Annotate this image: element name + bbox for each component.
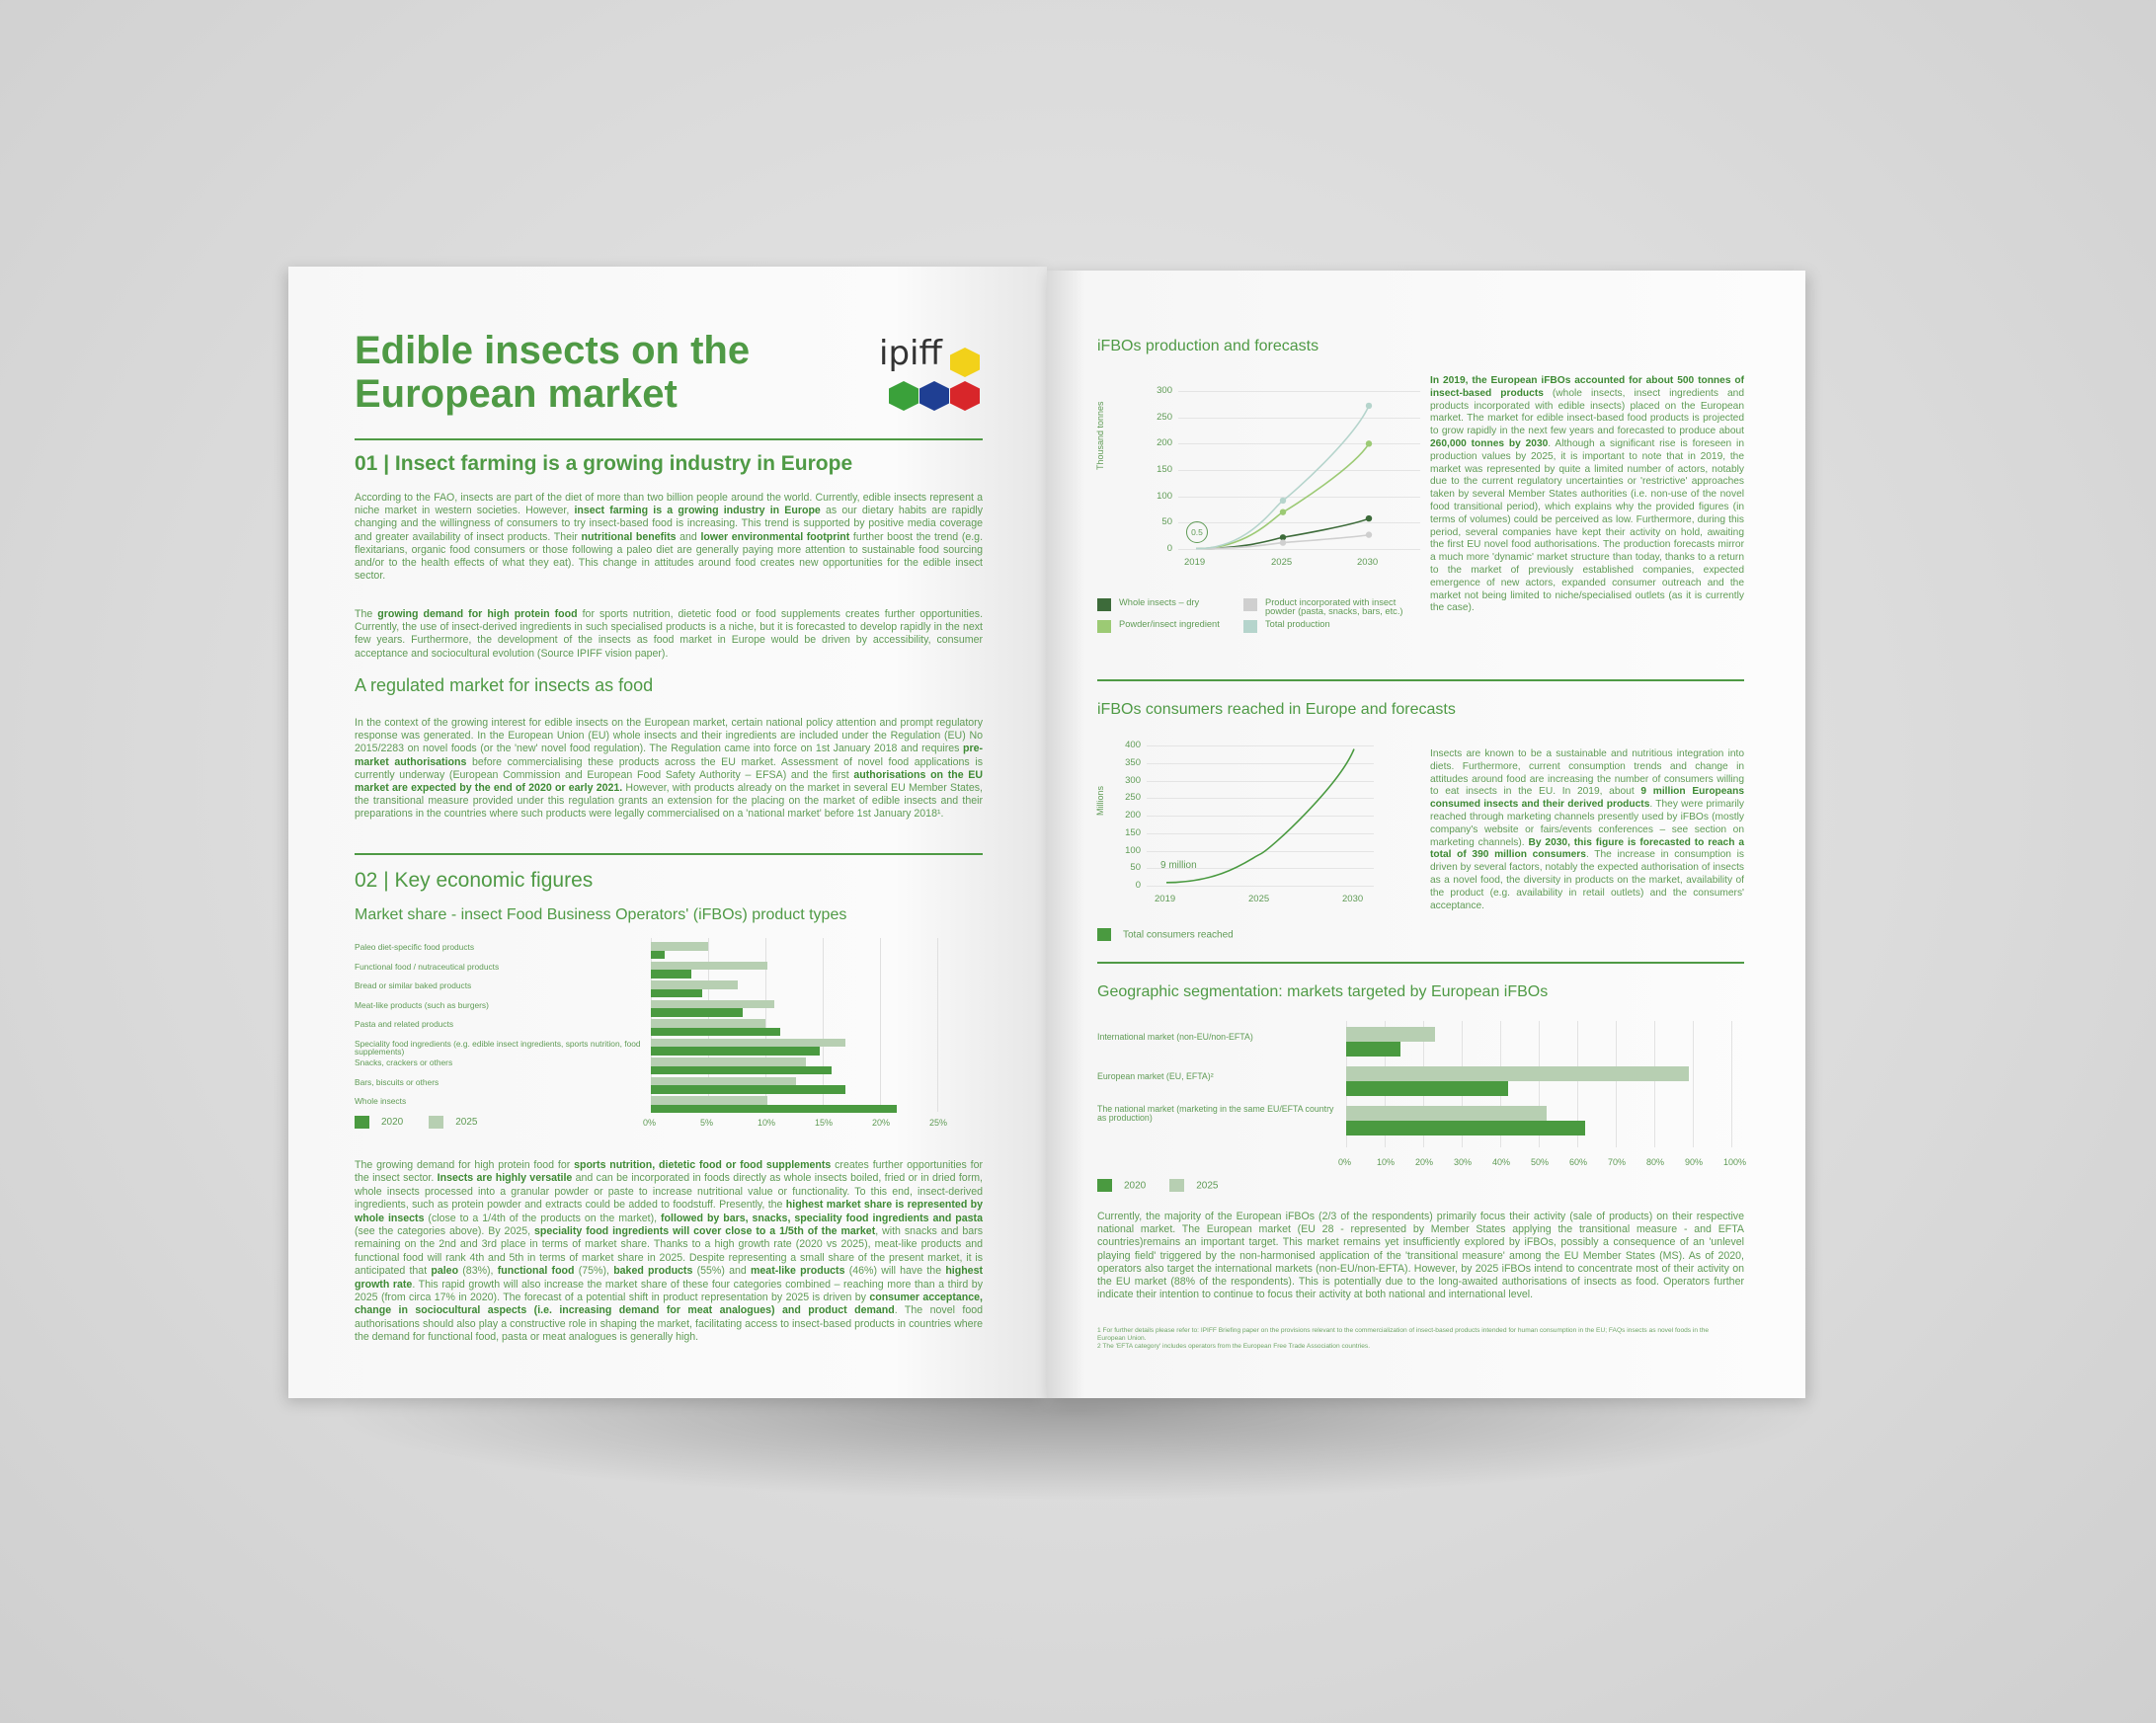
text-run: (55%) and xyxy=(692,1265,751,1278)
series-point xyxy=(1280,509,1286,514)
legend-label: 2025 xyxy=(455,1117,478,1128)
text-run: . They were primarily reached through marketing channels presently used by iFBOs (mostly company's website or fairs/events conferences – see section on marketing channels). xyxy=(1430,799,1744,848)
bar-2025 xyxy=(651,942,708,951)
consumers-chart-title: iFBOs consumers reached in Europe and forecasts xyxy=(1097,701,1456,718)
legend-label: 2020 xyxy=(1124,1180,1147,1192)
category-label: Bread or similar baked products xyxy=(355,980,472,990)
legend-label: Powder/insect ingredient xyxy=(1119,619,1220,629)
bold-run: growing demand for high protein food xyxy=(377,608,578,620)
page-title: Edible insects on the European market xyxy=(355,329,751,416)
ipiff-logo xyxy=(871,334,980,413)
bold-run: speciality food ingredients will cover close to a 1/5th of the market xyxy=(534,1225,876,1238)
y-tick-label: 100 xyxy=(1157,490,1172,502)
legend-item xyxy=(1097,926,1234,944)
grid-line xyxy=(880,938,881,1112)
logo-text: ipiff xyxy=(879,334,942,373)
bar-2025 xyxy=(1346,1066,1689,1081)
bar-2020 xyxy=(651,1008,743,1017)
legend-swatch xyxy=(1097,1179,1112,1192)
section-02-title: 02 | Key economic figures xyxy=(355,869,594,892)
legend-swatch xyxy=(1169,1179,1184,1192)
text-run: (46%) will have the xyxy=(844,1265,946,1278)
x-tick-label: 0% xyxy=(643,1118,657,1128)
y-tick-label: 100 xyxy=(1125,844,1141,856)
y-tick-label: 350 xyxy=(1125,756,1141,768)
y-tick-label: 150 xyxy=(1125,826,1141,838)
text-run: . The increase in consumption is driven by several factors, notably the expected authorisation of insects as a novel food, the diversity in products on the market, availability of the product (e.g. availability in retail outlets) and the consumers' acceptance. xyxy=(1430,849,1744,911)
legend-swatch xyxy=(1243,620,1257,633)
text-run: for sports nutrition, dietetic food or food supplements creates further opportunities. Currently, the use of insect-derived ingredients in such specialised products is a niche, but it is forecasted to develop rapidly in the next few years. Furthermore, the development of the insects as food market in Europe would be driven by accessibility, consumer acceptance and sociocultural evolution (Source IPIFF vision paper). xyxy=(355,608,984,660)
bold-run: highest market share is represented by whole insects xyxy=(355,1199,983,1224)
section-01-paragraph-1 xyxy=(355,492,983,583)
y-tick-label: 200 xyxy=(1125,810,1141,821)
category-label: International market (non-EU/non-EFTA) xyxy=(1097,1032,1253,1042)
category-label: Functional food / nutraceutical products xyxy=(355,961,500,972)
category-label: Snacks, crackers or others xyxy=(355,1057,453,1067)
text-run: , with snacks and bars remaining on the 2nd and 3rd place in terms of market share. Thanks to a high growth rate (2020 vs 2025), meat-like products and functional food will rank 4th and 5th in terms of market share in 2025. Despite representing a small share of the present market, it is anticipated that xyxy=(355,1225,983,1278)
bold-run: meat-like products xyxy=(751,1265,845,1278)
x-tick-label: 80% xyxy=(1646,1157,1665,1167)
y-tick-label: 150 xyxy=(1157,464,1172,475)
legend-item xyxy=(429,1117,477,1128)
category-label: The national market (marketing in the same EU/EFTA country as production) xyxy=(1097,1104,1334,1123)
bar-2020 xyxy=(651,1047,820,1056)
bar-2025 xyxy=(1346,1027,1435,1042)
legend-item xyxy=(1097,1177,1146,1194)
bar-2025 xyxy=(651,980,738,989)
text-run: . This rapid growth will also increase the market share of these four categories combined – reaching more than a third by 2025 (from circa 17% in 2020). The forecast of a potential shift in product representation by 2025 is driven by xyxy=(355,1278,983,1304)
bold-run: nutritional benefits xyxy=(581,530,677,543)
series-point xyxy=(1280,498,1286,504)
bold-run: authorisations on the EU market are expected by the end of 2020 or early 2021. xyxy=(355,768,983,795)
hex-green-icon xyxy=(889,381,918,411)
hex-blue-icon xyxy=(919,381,949,411)
consumers-paragraph xyxy=(1430,748,1744,912)
production-chart-title: iFBOs production and forecasts xyxy=(1097,338,1319,354)
footnote-1: 1 For further details please refer to: IPIFF Briefing paper on the provisions relevant to the commercialization of insect-based products intended for human consumption in the EU; FAQs insects as novel foods in the European Union. xyxy=(1097,1327,1710,1342)
line-chart-plot xyxy=(1178,391,1420,553)
bold-run: 260,000 tonnes by 2030 xyxy=(1430,437,1549,449)
bar-2025 xyxy=(651,1039,845,1048)
text-run: In the context of the growing interest for edible insects on the European market, certain national policy attention and prompt regulatory response was generated. In the European Union (EU) whole insects and their ingredients are included under the Regulation (EU) No 2015/2283 on novel foods (or the 'new' novel food regulation). The Regulation came into force on 1st January 2018 and requires xyxy=(355,717,983,755)
bar-2025 xyxy=(651,1000,774,1009)
y-tick-label: 50 xyxy=(1161,516,1172,528)
production-chart xyxy=(1095,369,1473,629)
bold-run: pre-market authorisations xyxy=(355,743,983,768)
text-run: However, with products already on the market in several EU Member States, the transitional measure provided under this regulation grants an extension for the placing on the market of edible insects and their preparations in the countries where such products were legally commercialised on a 'national market' before 1st January 2018¹. xyxy=(355,782,983,821)
y-tick-label: 250 xyxy=(1157,411,1172,423)
bar-2025 xyxy=(1346,1106,1547,1121)
legend-label: 2025 xyxy=(1196,1180,1219,1192)
legend-swatch xyxy=(1243,598,1257,611)
regulated-market-title: A regulated market for insects as food xyxy=(355,675,654,695)
category-label: Pasta and related products xyxy=(355,1019,454,1029)
x-tick-label: 2025 xyxy=(1271,557,1293,568)
bold-run: consumer acceptance, change in sociocultural aspects (i.e. increasing demand for meat analogues) and product demand xyxy=(355,1292,983,1317)
bar-2020 xyxy=(651,1105,897,1114)
category-label: Meat-like products (such as burgers) xyxy=(355,999,489,1010)
chart-legend xyxy=(355,1116,504,1129)
legend-label: 2020 xyxy=(381,1117,404,1128)
x-tick-label: 20% xyxy=(872,1118,891,1128)
x-tick-label: 10% xyxy=(758,1118,776,1128)
legend-swatch xyxy=(429,1116,443,1129)
bold-run: followed by bars, snacks, speciality food ingredients and pasta xyxy=(661,1212,983,1224)
x-tick-label: 90% xyxy=(1685,1157,1704,1167)
regulated-market-paragraph xyxy=(355,717,983,822)
x-tick-label: 100% xyxy=(1723,1157,1747,1167)
production-paragraph xyxy=(1430,375,1744,615)
text-run: . The novel food authorisations should also play a constructive role in shaping the market, facilitating access to insect-based products in countries where the demand for functional food, pasta or meat analogues is generally high. xyxy=(355,1304,983,1344)
category-label: Paleo diet-specific food products xyxy=(355,942,475,952)
x-tick-label: 10% xyxy=(1377,1157,1396,1167)
grid-line xyxy=(937,938,938,1112)
grid-line xyxy=(1693,1021,1694,1147)
bold-run: insect farming is a growing industry in Europe xyxy=(574,505,821,517)
series-point xyxy=(1366,531,1372,537)
title-divider xyxy=(355,438,983,440)
hex-yellow-icon xyxy=(950,348,980,377)
x-tick-label: 2030 xyxy=(1357,557,1379,568)
series-point xyxy=(1366,515,1372,521)
consumers-chart xyxy=(1095,740,1423,941)
bold-run: Insects are highly versatile xyxy=(437,1172,573,1185)
x-tick-label: 40% xyxy=(1492,1157,1511,1167)
legend-label: Total production xyxy=(1265,619,1330,629)
y-tick-label: 300 xyxy=(1125,774,1141,786)
bar-2025 xyxy=(651,962,767,971)
y-tick-label: 250 xyxy=(1125,792,1141,804)
section-divider xyxy=(355,853,983,855)
section-01-paragraph-2 xyxy=(355,608,983,661)
bar-2020 xyxy=(1346,1042,1400,1057)
text-run: (whole insects, insect ingredients and products incorporated with edible insects) placed on the European market. The market for edible insect-based food products is projected to grow rapidly in the next few years and forecasted to produce about xyxy=(1430,387,1744,437)
x-tick-label: 30% xyxy=(1454,1157,1473,1167)
text-run: (75%), xyxy=(574,1265,614,1278)
text-run: as our dietary habits are rapidly changing and the willingness of consumers to try insect-based food is increasing. This trend is supported by positive media coverage and greater availability of insect products. Their xyxy=(355,505,983,543)
y-tick-label: 0 xyxy=(1135,880,1141,891)
annotation-label: 9 million xyxy=(1160,860,1197,871)
text-run: further boost the trend (e.g. flexitarians, organic food consumers or those following a paleo diet are generally paying more attention to sustainable food sourcing and/or to the health effects of what they eat). This change in attitudes around food creates new opportunities for the edible insect sector. xyxy=(355,530,984,583)
legend-item xyxy=(1169,1177,1218,1194)
bold-run: lower environmental footprint xyxy=(700,530,850,543)
hex-red-icon xyxy=(950,381,980,411)
bar-2020 xyxy=(651,1066,832,1075)
left-page xyxy=(288,267,1047,1398)
bar-2020 xyxy=(651,1028,780,1037)
x-tick-label: 70% xyxy=(1608,1157,1627,1167)
x-tick-label: 20% xyxy=(1415,1157,1434,1167)
text-run: creates further opportunities for the insect sector. xyxy=(355,1159,984,1185)
y-tick-label: 50 xyxy=(1130,862,1141,874)
geo-paragraph: Currently, the majority of the European iFBOs (2/3 of the respondents) primarily focus their activity (sale of products) on their respective national market. The European market (EU 28 - represented by Member States applying the transitional measure - and EFTA countries)remains an important target. This market remains yet insufficiently explored by iFBOs, possibly a consequence of an 'unlevel playing field' triggered by the non-harmonised application of the 'transitional measure' among the EU Member States (MS). As of 2020, operators also target the international markets (non-EU/non-EFTA). However, by 2025 iFBOs intend to concentrate most of their activity on the EU market (88% of the respondents). This is potentially due to the long-awaited authorisations of insects as food. Operators further indicate their intention to continue to focus their activity at both national and international level. xyxy=(1097,1211,1744,1301)
bold-run: sports nutrition, dietetic food or food supplements xyxy=(574,1159,832,1171)
grid-line xyxy=(1616,1021,1617,1147)
text-run: The growing demand for high protein food for xyxy=(355,1159,575,1171)
category-label: Speciality food ingredients (e.g. edible insect ingredients, sports nutrition, food supplements) xyxy=(355,1038,641,1057)
chart-legend xyxy=(1097,1177,1242,1195)
bar-2020 xyxy=(1346,1081,1508,1096)
section-01-title: 01 | Insect farming is a growing industry in Europe xyxy=(355,452,853,475)
legend-label: Product incorporated with insect powder (pasta, snacks, bars, etc.) xyxy=(1265,597,1403,616)
text-run: and xyxy=(676,530,701,543)
x-tick-label: 60% xyxy=(1569,1157,1588,1167)
bar-2020 xyxy=(1346,1121,1585,1136)
bar-2025 xyxy=(651,1019,765,1028)
x-tick-label: 15% xyxy=(815,1118,834,1128)
bold-run: By 2030, this figure is forecasted to reach a total of 390 million consumers xyxy=(1430,836,1744,861)
legend-swatch xyxy=(1097,598,1111,611)
bar-2020 xyxy=(651,951,665,960)
bold-run: 9 million Europeans consumed insects and their derived products xyxy=(1430,786,1744,811)
bar-2025 xyxy=(651,1077,796,1086)
bar-2020 xyxy=(651,970,691,979)
bar-2020 xyxy=(651,989,702,998)
text-run: before commercialising these products across the EU market. Assessment of novel food applications is currently underway (European Commission and European Food Safety Authority – EFSA) and the first xyxy=(355,755,983,781)
right-page xyxy=(1047,271,1805,1398)
x-tick-label: 5% xyxy=(700,1118,714,1128)
consumers-divider xyxy=(1097,962,1744,964)
grid-line xyxy=(1731,1021,1732,1147)
text-run: (close to a 1/4th of the products on the market), xyxy=(424,1212,662,1224)
bar-2025 xyxy=(651,1057,806,1066)
grid-line xyxy=(1654,1021,1655,1147)
legend-item xyxy=(355,1117,403,1128)
series-point xyxy=(1366,440,1372,446)
x-tick-label: 25% xyxy=(929,1118,948,1128)
legend-label: Total consumers reached xyxy=(1123,929,1234,941)
text-run: (see the categories above). By 2025, xyxy=(355,1225,534,1238)
y-tick-label: 400 xyxy=(1125,740,1141,750)
bar-2025 xyxy=(651,1096,767,1105)
text-run: (83%), xyxy=(458,1265,498,1278)
category-label: Whole insects xyxy=(355,1096,407,1106)
legend-swatch xyxy=(1097,928,1111,941)
text-run: The xyxy=(355,608,378,620)
bold-run: baked products xyxy=(613,1265,693,1278)
y-axis-label: Millions xyxy=(1095,785,1105,816)
footnote-2: 2 The 'EFTA category' includes operators from the European Free Trade Association countries. xyxy=(1097,1343,1371,1350)
legend-label: Whole insects – dry xyxy=(1119,597,1200,607)
text-run: Insects are known to be a sustainable and nutritious integration into diets. Furthermore, current consumption trends and change in attitudes around food are increasing the number of consumers willing to eat insects in the EU. In 2019, about xyxy=(1430,748,1744,798)
x-tick-label: 2019 xyxy=(1184,557,1206,568)
text-run: . Although a significant rise is foreseen in production values by 2025, it is important to note that in 2019, the market was represented by quite a limited number of actors, notably due to the current regulatory uncertainties or 'restrictive' approaches taken by several Member States authorities (i.e. non-use of the novel food transitional period), which explains why the provided figures (in terms of volumes) could be perceived as low. Furthermore, during this period, several companies have kept their activity on hold, awaiting the first EU novel food authorisations. The production forecasts mirror a much more 'dynamic' market structure than today, thanks to a return to the market of previously established companies, expected emergence of new actors, expanded consumer outreach and the market not being limited to niche/specialised outlets (as it is currently the case). xyxy=(1430,437,1744,614)
bar-2020 xyxy=(651,1085,845,1094)
series-point xyxy=(1366,403,1372,409)
x-tick-label: 2025 xyxy=(1248,894,1270,904)
x-tick-label: 0% xyxy=(1338,1157,1352,1167)
series-point xyxy=(1280,539,1286,545)
legend-swatch xyxy=(1097,620,1111,633)
geo-segmentation-chart xyxy=(1097,1021,1749,1194)
geo-chart-title: Geographic segmentation: markets targeted by European iFBOs xyxy=(1097,983,1549,1000)
category-label: European market (EU, EFTA)² xyxy=(1097,1071,1214,1081)
y-tick-label: 300 xyxy=(1157,385,1172,396)
series-line xyxy=(1196,443,1369,548)
section-02-paragraph xyxy=(355,1159,983,1345)
production-divider xyxy=(1097,679,1744,681)
bold-run: In 2019, the European iFBOs accounted for about 500 tonnes of insect-based products xyxy=(1430,375,1744,399)
text-run: and can be incorporated in foods directly as whole insects boiled, fried or in dried form, whole insects processed into a granular powder or paste to increase nutritional value or functionality. To this end, insect-derived ingredients, such as protein powder and extracts could be added to foodstuff. Presently, the xyxy=(355,1172,983,1212)
x-tick-label: 2019 xyxy=(1155,894,1176,904)
bold-run: paleo xyxy=(431,1265,459,1278)
y-axis-label: Thousand tonnes xyxy=(1095,401,1105,470)
y-tick-label: 200 xyxy=(1157,437,1172,449)
bold-run: functional food xyxy=(497,1265,575,1278)
market-share-chart xyxy=(355,938,987,1136)
bold-run: highest growth rate xyxy=(355,1265,983,1291)
x-tick-label: 2030 xyxy=(1342,894,1364,904)
y-tick-label: 0 xyxy=(1166,543,1172,554)
annotation-circle: 0.5 xyxy=(1186,521,1208,543)
category-label: Bars, biscuits or others xyxy=(355,1076,439,1087)
text-run: According to the FAO, insects are part of the diet of more than two billion people around the world. Currently, edible insects represent a niche market in western societies. However, xyxy=(355,492,983,517)
x-tick-label: 50% xyxy=(1531,1157,1550,1167)
legend-swatch xyxy=(355,1116,369,1129)
market-share-chart-title: Market share - insect Food Business Operators' (iFBOs) product types xyxy=(355,906,847,923)
series-line xyxy=(1196,406,1369,549)
